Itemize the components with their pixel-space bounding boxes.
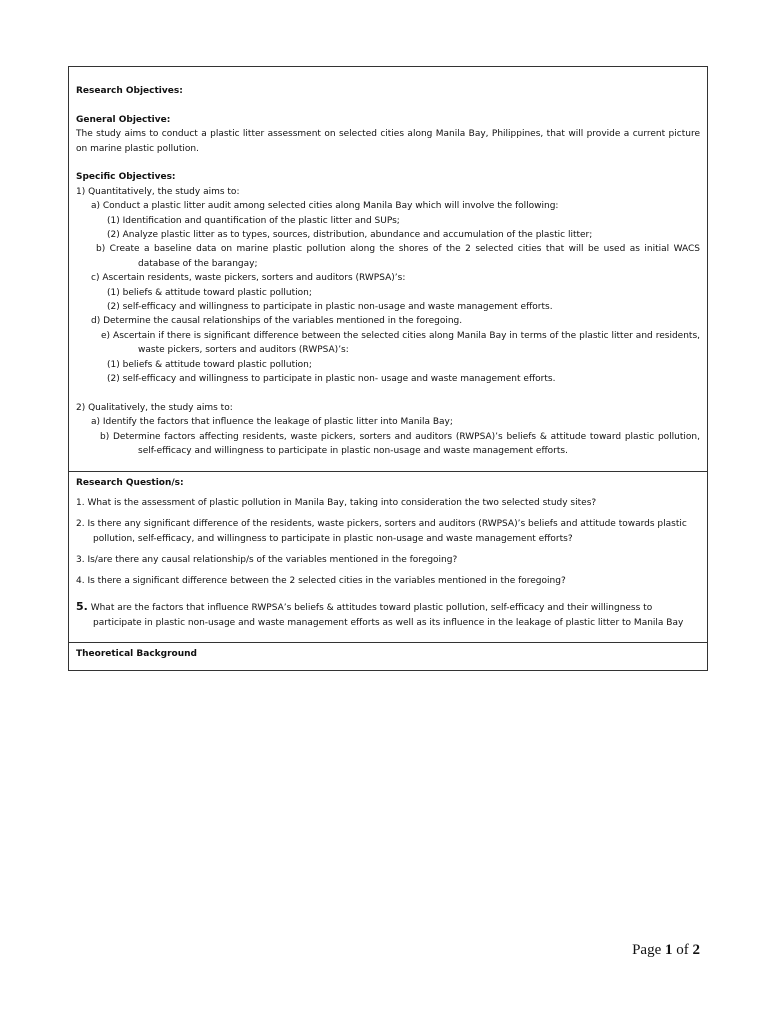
document-table — [68, 66, 708, 671]
objective-1c-1: (1) beliefs & attitude toward plastic pollution; — [107, 287, 312, 298]
objective-1c-2: (2) self-efficacy and willingness to participate in plastic non-usage and waste management efforts. — [107, 302, 553, 313]
general-objective-text: The study aims to conduct a plastic litter assessment on selected cities along Manila Bay, Philippines, that will provide a current picture on marine plastic pollution. — [76, 129, 700, 154]
current-page: 1 — [665, 942, 673, 958]
page-number — [632, 942, 700, 959]
research-questions-cell — [69, 472, 707, 643]
objective-1a-1: (1) Identification and quantification of the plastic litter and SUPs; — [107, 215, 400, 226]
research-question-5-number: 5. — [76, 600, 88, 613]
objective-1a: a) Conduct a plastic litter audit among selected cities along Manila Bay which will involve the following: — [91, 201, 559, 212]
objectives-cell — [69, 67, 707, 472]
specific-objectives-heading: Specific Objectives: — [76, 172, 176, 183]
objective-1: 1) Quantitatively, the study aims to: — [76, 186, 240, 197]
objective-2: 2) Qualitatively, the study aims to: — [76, 402, 233, 413]
of-word: of — [672, 942, 693, 958]
theoretical-background-cell — [69, 643, 707, 670]
theoretical-background-heading: Theoretical Background — [76, 649, 197, 659]
objective-1e: e) Ascertain if there is significant difference between the selected cities along Manila Bay in terms of the plastic litter and residents, waste pickers, sorters and auditors (RWPSA)’s: — [101, 330, 700, 356]
objective-1e-1: (1) beliefs & attitude toward plastic pollution; — [107, 359, 312, 370]
research-question-1: 1. What is the assessment of plastic pollution in Manila Bay, taking into consideration the two selected study sites? — [76, 498, 597, 508]
research-questions-heading: Research Question/s: — [76, 478, 184, 488]
objective-1e-2: (2) self-efficacy and willingness to participate in plastic non- usage and waste management efforts. — [107, 374, 556, 385]
total-pages: 2 — [692, 942, 700, 958]
research-question-5-text: What are the factors that influence RWPSA’s beliefs & attitudes toward plastic pollution, self-efficacy and their willingness to participate in plastic non-usage and waste management efforts as well as its influence in the leakage of plastic litter to Manila Bay — [87, 603, 684, 628]
page-word: Page — [632, 942, 665, 958]
research-objectives-heading: Research Objectives: — [76, 86, 183, 96]
research-question-4: 4. Is there a significant difference between the 2 selected cities in the variables mentioned in the foregoing? — [76, 576, 566, 586]
objective-1b: b) Create a baseline data on marine plastic pollution along the shores of the 2 selected cities that will be used as initial WACS database of the barangay; — [96, 244, 700, 269]
research-question-3: 3. Is/are there any causal relationship/s of the variables mentioned in the foregoing? — [76, 555, 458, 565]
research-question-2: 2. Is there any significant difference of the residents, waste pickers, sorters and auditors (RWPSA)’s beliefs and attitude towards plastic pollution, self-efficacy, and willingness to participate in plastic non-usage and waste management efforts? — [76, 519, 687, 544]
research-question-5 — [76, 599, 700, 631]
objective-1a-2: (2) Analyze plastic litter as to types, sources, distribution, abundance and accumulation of the plastic litter; — [107, 230, 593, 241]
objective-1d: d) Determine the causal relationships of the variables mentioned in the foregoing. — [91, 316, 463, 327]
objective-2a: a) Identify the factors that influence the leakage of plastic litter into Manila Bay; — [91, 417, 453, 428]
objective-1c: c) Ascertain residents, waste pickers, sorters and auditors (RWPSA)’s: — [91, 273, 406, 284]
objective-2b: b) Determine factors affecting residents, waste pickers, sorters and auditors (RWPSA)’s beliefs & attitude toward plastic pollution, self-efficacy and willingness to participate in plastic non-usage and waste management efforts. — [100, 431, 700, 457]
general-objective-heading: General Objective: — [76, 114, 171, 125]
